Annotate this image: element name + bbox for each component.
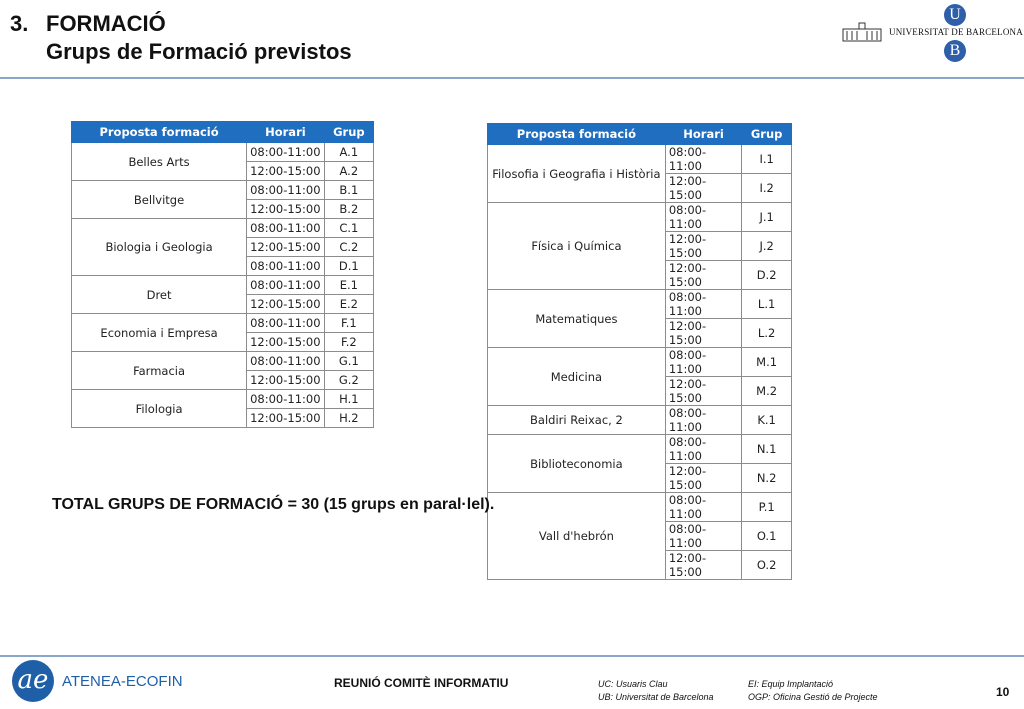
cell-proposta: Física i Química: [488, 203, 666, 290]
cell-horari: 12:00-15:00: [247, 238, 325, 257]
cell-grup: B.2: [324, 200, 373, 219]
cell-horari: 12:00-15:00: [665, 464, 741, 493]
cell-grup: N.2: [742, 464, 792, 493]
cell-horari: 08:00-11:00: [665, 435, 741, 464]
cell-grup: P.1: [742, 493, 792, 522]
table-row: [72, 390, 374, 409]
cell-horari: 12:00-15:00: [247, 295, 325, 314]
legend-right: [748, 678, 878, 704]
cell-grup: D.1: [324, 257, 373, 276]
atenea-mark-icon: ae: [12, 660, 54, 702]
cell-grup: C.1: [324, 219, 373, 238]
cell-proposta: Filosofia i Geografia i Història: [488, 145, 666, 203]
cell-proposta: Biologia i Geologia: [72, 219, 247, 276]
legend-item: UC: Usuaris Clau: [598, 679, 668, 689]
table-row: [72, 314, 374, 333]
cell-grup: J.1: [742, 203, 792, 232]
cell-horari: 12:00-15:00: [665, 232, 741, 261]
legend-left: [598, 678, 714, 704]
section-number: 3.: [10, 11, 29, 36]
table-row: [488, 348, 792, 377]
cell-grup: F.1: [324, 314, 373, 333]
cell-grup: I.2: [742, 174, 792, 203]
table-row: [488, 290, 792, 319]
cell-horari: 08:00-11:00: [665, 406, 741, 435]
cell-grup: B.1: [324, 181, 373, 200]
atenea-ecofin-logo: [12, 660, 182, 704]
cell-horari: 12:00-15:00: [665, 319, 741, 348]
cell-horari: 08:00-11:00: [665, 522, 741, 551]
cell-proposta: Baldiri Reixac, 2: [488, 406, 666, 435]
cell-grup: D.2: [742, 261, 792, 290]
cell-grup: F.2: [324, 333, 373, 352]
table-row: [72, 143, 374, 162]
cell-horari: 08:00-11:00: [665, 290, 741, 319]
cell-horari: 08:00-11:00: [247, 352, 325, 371]
training-table-left: [71, 121, 374, 428]
cell-grup: C.2: [324, 238, 373, 257]
cell-horari: 08:00-11:00: [247, 143, 325, 162]
header-grup: Grup: [324, 122, 373, 143]
cell-grup: N.1: [742, 435, 792, 464]
cell-horari: 12:00-15:00: [665, 174, 741, 203]
table-row: [488, 145, 792, 174]
cell-grup: H.2: [324, 409, 373, 428]
cell-grup: A.1: [324, 143, 373, 162]
cell-horari: 12:00-15:00: [665, 377, 741, 406]
legend-item: EI: Equip Implantació: [748, 679, 834, 689]
ub-logo-text: UNIVERSITAT DE BARCELONA: [889, 27, 1023, 37]
cell-proposta: Bellvitge: [72, 181, 247, 219]
legend-item: OGP: Oficina Gestió de Projecte: [748, 692, 878, 702]
cell-horari: 08:00-11:00: [665, 203, 741, 232]
cell-grup: E.2: [324, 295, 373, 314]
cell-horari: 12:00-15:00: [665, 261, 741, 290]
cell-horari: 12:00-15:00: [247, 200, 325, 219]
section-subtitle: Grups de Formació previstos: [46, 39, 352, 64]
cell-horari: 08:00-11:00: [247, 390, 325, 409]
header-divider: [0, 77, 1024, 79]
cell-grup: K.1: [742, 406, 792, 435]
cell-horari: 08:00-11:00: [665, 145, 741, 174]
cell-grup: M.1: [742, 348, 792, 377]
header-proposta: Proposta formació: [488, 124, 666, 145]
legend-item: UB: Universitat de Barcelona: [598, 692, 714, 702]
cell-grup: O.2: [742, 551, 792, 580]
cell-grup: L.2: [742, 319, 792, 348]
ub-logo: [842, 2, 1022, 66]
cell-grup: J.2: [742, 232, 792, 261]
cell-grup: G.2: [324, 371, 373, 390]
cell-horari: 12:00-15:00: [665, 551, 741, 580]
table-header-row: [72, 122, 374, 143]
ub-letter-b: B: [944, 40, 966, 62]
header-proposta: Proposta formació: [72, 122, 247, 143]
table-row: [72, 352, 374, 371]
cell-proposta: Vall d'hebrón: [488, 493, 666, 580]
cell-horari: 12:00-15:00: [247, 409, 325, 428]
total-groups-text: TOTAL GRUPS DE FORMACIÓ = 30 (15 grups en paral·lel).: [52, 496, 495, 513]
page-number: 10: [996, 685, 1010, 699]
cell-horari: 08:00-11:00: [665, 348, 741, 377]
header-horari: Horari: [247, 122, 325, 143]
cell-proposta: Medicina: [488, 348, 666, 406]
table-row: [72, 276, 374, 295]
cell-proposta: Matematiques: [488, 290, 666, 348]
table-row: [488, 203, 792, 232]
cell-proposta: Dret: [72, 276, 247, 314]
cell-grup: A.2: [324, 162, 373, 181]
header-horari: Horari: [665, 124, 741, 145]
cell-proposta: Economia i Empresa: [72, 314, 247, 352]
meeting-title: REUNIÓ COMITÈ INFORMATIU: [334, 676, 509, 690]
table-row: [488, 406, 792, 435]
atenea-logo-name: ATENEA-ECOFIN: [62, 673, 183, 690]
cell-horari: 08:00-11:00: [247, 276, 325, 295]
cell-grup: M.2: [742, 377, 792, 406]
header-grup: Grup: [742, 124, 792, 145]
table-row: [72, 181, 374, 200]
ub-building-icon: [842, 20, 882, 42]
cell-horari: 08:00-11:00: [247, 257, 325, 276]
cell-grup: O.1: [742, 522, 792, 551]
cell-horari: 08:00-11:00: [247, 219, 325, 238]
cell-horari: 08:00-11:00: [247, 314, 325, 333]
cell-horari: 12:00-15:00: [247, 162, 325, 181]
cell-grup: H.1: [324, 390, 373, 409]
cell-proposta: Belles Arts: [72, 143, 247, 181]
table-row: [488, 435, 792, 464]
footer-divider: [0, 655, 1024, 657]
slide-title: [10, 10, 352, 66]
training-table-right: [487, 123, 792, 580]
cell-horari: 08:00-11:00: [665, 493, 741, 522]
table-row: [72, 219, 374, 238]
cell-grup: L.1: [742, 290, 792, 319]
section-title: FORMACIÓ: [46, 11, 166, 36]
cell-proposta: Filologia: [72, 390, 247, 428]
cell-horari: 08:00-11:00: [247, 181, 325, 200]
cell-horari: 12:00-15:00: [247, 333, 325, 352]
table-row: [488, 493, 792, 522]
cell-grup: E.1: [324, 276, 373, 295]
cell-grup: I.1: [742, 145, 792, 174]
cell-grup: G.1: [324, 352, 373, 371]
table-header-row: [488, 124, 792, 145]
cell-proposta: Biblioteconomia: [488, 435, 666, 493]
ub-letter-u: U: [944, 4, 966, 26]
cell-proposta: Farmacia: [72, 352, 247, 390]
cell-horari: 12:00-15:00: [247, 371, 325, 390]
